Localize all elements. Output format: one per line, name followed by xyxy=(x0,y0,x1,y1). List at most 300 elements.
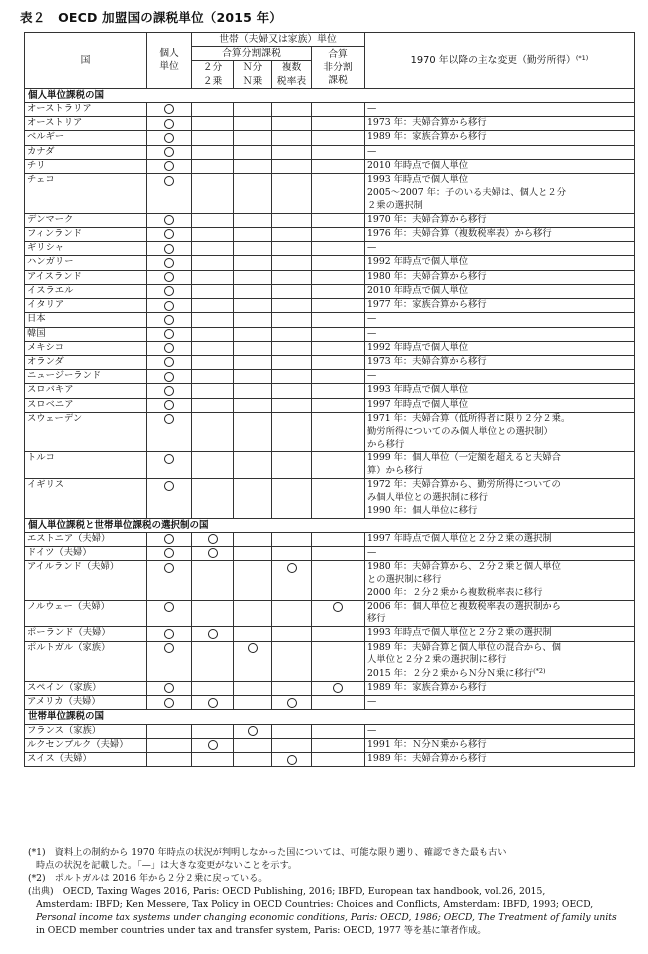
note-2: (*2) ポルトガルは 2016 年から２分２乗に戻っている。 xyxy=(28,873,268,885)
change-cell xyxy=(365,117,635,131)
table-body xyxy=(25,88,635,766)
table-row xyxy=(25,753,635,767)
change-cell xyxy=(365,479,635,518)
circle-mark-icon xyxy=(208,629,218,639)
mark-n-split-cell xyxy=(234,681,272,695)
change-line: 算）から移行 xyxy=(367,465,423,477)
mark-two-split-cell xyxy=(192,753,234,767)
change-line: 1973 年：夫婦合算から移行 xyxy=(367,355,487,367)
mark-multi-rate-cell xyxy=(272,327,312,341)
change-line: 1989 年：夫婦合算と個人単位の混合から、個 xyxy=(367,641,561,653)
mark-n-split-cell xyxy=(234,256,272,270)
mark-non-split-cell xyxy=(312,479,365,518)
mark-multi-rate-cell xyxy=(272,724,312,738)
change-line: 1980 年：夫婦合算から、２分２乗と個人単位 xyxy=(367,561,561,573)
header-individual-line2: 単位 xyxy=(159,61,179,73)
change-line: 1991 年：Ｎ分Ｎ乗から移行 xyxy=(367,738,487,750)
circle-mark-icon xyxy=(208,740,218,750)
country-name: エストニア（夫婦） xyxy=(25,532,147,546)
change-line: 移行 xyxy=(367,613,386,625)
header-non-split-line2: 非分割 xyxy=(323,61,353,73)
section-header xyxy=(25,518,635,532)
mark-n-split-cell xyxy=(234,102,272,116)
country-name: チェコ xyxy=(25,174,147,213)
mark-non-split-cell xyxy=(312,452,365,479)
mark-individual-cell xyxy=(147,213,192,227)
header-multi-rate-line2: 税率表 xyxy=(276,75,307,87)
table-row xyxy=(25,452,635,479)
country-name: カナダ xyxy=(25,145,147,159)
mark-multi-rate-cell xyxy=(272,213,312,227)
header-n-split xyxy=(234,61,272,88)
change-line: 1980 年：夫婦合算から移行 xyxy=(367,270,487,282)
change-cell xyxy=(365,452,635,479)
mark-n-split-cell xyxy=(234,738,272,752)
mark-non-split-cell xyxy=(312,213,365,227)
circle-mark-icon xyxy=(164,548,174,558)
mark-non-split-cell xyxy=(312,242,365,256)
mark-two-split-cell xyxy=(192,145,234,159)
header-n-split-line1: Ｎ分 xyxy=(242,62,263,74)
mark-multi-rate-cell xyxy=(272,384,312,398)
change-cell xyxy=(365,561,635,600)
circle-mark-icon xyxy=(164,315,174,325)
circle-mark-icon xyxy=(208,534,218,544)
change-line: 1973 年：夫婦合算から移行 xyxy=(367,117,487,129)
mark-two-split-cell xyxy=(192,479,234,518)
mark-individual-cell xyxy=(147,131,192,145)
country-name: スロバキア xyxy=(25,384,147,398)
circle-mark-icon xyxy=(333,602,343,612)
circle-mark-icon xyxy=(164,119,174,129)
country-name: ポーランド（夫婦） xyxy=(25,627,147,641)
table-row xyxy=(25,561,635,600)
mark-n-split-cell xyxy=(234,213,272,227)
country-name: フランス（家族） xyxy=(25,724,147,738)
mark-non-split-cell xyxy=(312,627,365,641)
change-cell xyxy=(365,738,635,752)
change-cell xyxy=(365,256,635,270)
mark-multi-rate-cell xyxy=(272,174,312,213)
mark-individual-cell xyxy=(147,174,192,213)
mark-individual-cell xyxy=(147,627,192,641)
header-changes xyxy=(365,33,635,89)
change-cell xyxy=(365,341,635,355)
note-source-cont-2: Personal income tax systems under changing economic conditions, Paris: OECD, 1986; OECD, The Treatment of family units xyxy=(36,912,617,924)
mark-n-split-cell xyxy=(234,327,272,341)
change-line: ２乗の選択制 xyxy=(367,199,423,211)
change-line: 1977 年：家族合算から移行 xyxy=(367,299,487,311)
mark-n-split-cell xyxy=(234,724,272,738)
mark-n-split-cell xyxy=(234,341,272,355)
mark-n-split-cell xyxy=(234,696,272,710)
header-individual xyxy=(147,33,192,89)
change-line: から移行 xyxy=(367,438,405,450)
change-cell xyxy=(365,159,635,173)
circle-mark-icon xyxy=(164,414,174,424)
mark-multi-rate-cell xyxy=(272,313,312,327)
circle-mark-icon xyxy=(248,643,258,653)
change-cell xyxy=(365,370,635,384)
mark-individual-cell xyxy=(147,600,192,627)
change-cell xyxy=(365,227,635,241)
change-cell xyxy=(365,398,635,412)
header-country: 国 xyxy=(25,33,147,89)
mark-two-split-cell xyxy=(192,681,234,695)
mark-individual-cell xyxy=(147,681,192,695)
mark-n-split-cell xyxy=(234,131,272,145)
mark-n-split-cell xyxy=(234,452,272,479)
change-cell xyxy=(365,313,635,327)
change-line: — xyxy=(367,696,377,708)
header-n-split-line2: Ｎ乗 xyxy=(242,75,263,87)
mark-non-split-cell xyxy=(312,532,365,546)
mark-non-split-cell xyxy=(312,600,365,627)
change-line: 2010 年時点で個人単位 xyxy=(367,159,468,171)
mark-non-split-cell xyxy=(312,370,365,384)
country-name: ノルウェー（夫婦） xyxy=(25,600,147,627)
circle-mark-icon xyxy=(248,726,258,736)
mark-n-split-cell xyxy=(234,117,272,131)
mark-n-split-cell xyxy=(234,753,272,767)
mark-non-split-cell xyxy=(312,696,365,710)
header-two-split xyxy=(192,61,234,88)
mark-n-split-cell xyxy=(234,412,272,451)
section-label: 個人単位課税と世帯単位課税の選択制の国 xyxy=(25,518,635,532)
mark-two-split-cell xyxy=(192,370,234,384)
mark-individual-cell xyxy=(147,117,192,131)
mark-two-split-cell xyxy=(192,327,234,341)
note-1-cont: 時点の状況を記載した。「—」は大きな変更がないことを示す。 xyxy=(36,860,298,872)
mark-non-split-cell xyxy=(312,753,365,767)
table-row xyxy=(25,341,635,355)
change-line: 1989 年：家族合算から移行 xyxy=(367,131,487,143)
change-line: 1997 年時点で個人単位 xyxy=(367,398,468,410)
mark-multi-rate-cell xyxy=(272,102,312,116)
table-row xyxy=(25,131,635,145)
mark-two-split-cell xyxy=(192,242,234,256)
change-line: 2006 年：個人単位と複数税率表の選択制から xyxy=(367,600,561,612)
mark-n-split-cell xyxy=(234,242,272,256)
table-row xyxy=(25,327,635,341)
mark-individual-cell xyxy=(147,256,192,270)
country-name: イスラエル xyxy=(25,284,147,298)
mark-n-split-cell xyxy=(234,546,272,560)
section-label: 個人単位課税の国 xyxy=(25,88,635,102)
header-individual-line1: 個人 xyxy=(159,48,179,60)
mark-two-split-cell xyxy=(192,398,234,412)
mark-individual-cell xyxy=(147,270,192,284)
change-cell xyxy=(365,299,635,313)
change-cell xyxy=(365,145,635,159)
mark-multi-rate-cell xyxy=(272,284,312,298)
mark-individual-cell xyxy=(147,398,192,412)
mark-n-split-cell xyxy=(234,355,272,369)
mark-individual-cell xyxy=(147,327,192,341)
mark-two-split-cell xyxy=(192,299,234,313)
table-row xyxy=(25,384,635,398)
mark-n-split-cell xyxy=(234,159,272,173)
country-name: チリ xyxy=(25,159,147,173)
mark-multi-rate-cell xyxy=(272,479,312,518)
change-line: — xyxy=(367,145,377,157)
change-line: 1992 年時点で個人単位 xyxy=(367,341,468,353)
section-header xyxy=(25,710,635,724)
mark-n-split-cell xyxy=(234,270,272,284)
footnotes xyxy=(28,846,638,937)
table-row xyxy=(25,227,635,241)
table-row xyxy=(25,102,635,116)
change-line: — xyxy=(367,370,377,382)
table-row xyxy=(25,738,635,752)
change-line: 1976 年：夫婦合算（複数税率表）から移行 xyxy=(367,227,552,239)
circle-mark-icon xyxy=(287,755,297,765)
mark-individual-cell xyxy=(147,738,192,752)
table-row xyxy=(25,681,635,695)
mark-non-split-cell xyxy=(312,327,365,341)
table-row xyxy=(25,412,635,451)
mark-multi-rate-cell xyxy=(272,242,312,256)
change-line: — xyxy=(367,313,377,325)
mark-individual-cell xyxy=(147,227,192,241)
mark-multi-rate-cell xyxy=(272,546,312,560)
table-row xyxy=(25,313,635,327)
circle-mark-icon xyxy=(164,272,174,282)
mark-multi-rate-cell xyxy=(272,681,312,695)
mark-individual-cell xyxy=(147,696,192,710)
mark-non-split-cell xyxy=(312,270,365,284)
mark-multi-rate-cell xyxy=(272,452,312,479)
header-non-split-line3: 課税 xyxy=(328,75,348,87)
change-cell xyxy=(365,412,635,451)
mark-non-split-cell xyxy=(312,227,365,241)
mark-n-split-cell xyxy=(234,313,272,327)
circle-mark-icon xyxy=(333,683,343,693)
mark-multi-rate-cell xyxy=(272,398,312,412)
circle-mark-icon xyxy=(164,372,174,382)
change-line: 2010 年時点で個人単位 xyxy=(367,284,468,296)
change-line: 1990 年：個人単位に移行 xyxy=(367,504,478,516)
country-name: ニュージーランド xyxy=(25,370,147,384)
mark-two-split-cell xyxy=(192,102,234,116)
mark-multi-rate-cell xyxy=(272,159,312,173)
change-line: 1997 年時点で個人単位と２分２乗の選択制 xyxy=(367,532,552,544)
change-line: み個人単位との選択制に移行 xyxy=(367,491,488,503)
note-source-cont-1: Amsterdam: IBFD; Ken Messere, Tax Policy in OECD Countries: Choices and Conflicts, Amsterdam: IBFD, 1993; OECD, xyxy=(36,899,594,911)
mark-non-split-cell xyxy=(312,341,365,355)
mark-n-split-cell xyxy=(234,600,272,627)
table-row xyxy=(25,159,635,173)
table-row xyxy=(25,724,635,738)
table-row xyxy=(25,256,635,270)
mark-two-split-cell xyxy=(192,117,234,131)
mark-non-split-cell xyxy=(312,159,365,173)
table-row xyxy=(25,270,635,284)
mark-two-split-cell xyxy=(192,256,234,270)
table-row xyxy=(25,546,635,560)
mark-non-split-cell xyxy=(312,117,365,131)
header-changes-note: (*1) xyxy=(575,53,589,62)
mark-two-split-cell xyxy=(192,355,234,369)
mark-multi-rate-cell xyxy=(272,227,312,241)
country-name: イギリス xyxy=(25,479,147,518)
section-header xyxy=(25,88,635,102)
circle-mark-icon xyxy=(164,147,174,157)
mark-n-split-cell xyxy=(234,532,272,546)
mark-two-split-cell xyxy=(192,270,234,284)
note-source-cont-3: in OECD member countries under tax and transfer system, Paris: OECD, 1977 等を基に筆者作成。 xyxy=(36,925,487,937)
circle-mark-icon xyxy=(164,357,174,367)
circle-mark-icon xyxy=(164,629,174,639)
change-line: 1993 年時点で個人単位と２分２乗の選択制 xyxy=(367,627,552,639)
mark-individual-cell xyxy=(147,355,192,369)
change-line: — xyxy=(367,242,377,254)
mark-non-split-cell xyxy=(312,102,365,116)
mark-individual-cell xyxy=(147,299,192,313)
change-cell xyxy=(365,753,635,767)
mark-non-split-cell xyxy=(312,384,365,398)
header-multi-rate-line1: 複数 xyxy=(281,62,302,74)
table-row xyxy=(25,242,635,256)
mark-two-split-cell xyxy=(192,641,234,681)
mark-non-split-cell xyxy=(312,174,365,213)
table-row xyxy=(25,355,635,369)
mark-individual-cell xyxy=(147,753,192,767)
mark-two-split-cell xyxy=(192,561,234,600)
note-source: (出典) OECD, Taxing Wages 2016, Paris: OECD Publishing, 2016; IBFD, European tax handbook, vol.26, 2015, xyxy=(28,886,546,898)
mark-n-split-cell xyxy=(234,641,272,681)
mark-non-split-cell xyxy=(312,313,365,327)
country-name: スウェーデン xyxy=(25,412,147,451)
country-name: アメリカ（夫婦） xyxy=(25,696,147,710)
mark-non-split-cell xyxy=(312,256,365,270)
table-row xyxy=(25,284,635,298)
mark-n-split-cell xyxy=(234,627,272,641)
country-name: スイス（夫婦） xyxy=(25,753,147,767)
mark-non-split-cell xyxy=(312,145,365,159)
mark-multi-rate-cell xyxy=(272,412,312,451)
mark-individual-cell xyxy=(147,284,192,298)
mark-multi-rate-cell xyxy=(272,117,312,131)
circle-mark-icon xyxy=(208,548,218,558)
circle-mark-icon xyxy=(164,329,174,339)
header-multi-rate xyxy=(272,61,312,88)
mark-non-split-cell xyxy=(312,398,365,412)
change-cell xyxy=(365,681,635,695)
change-cell xyxy=(365,242,635,256)
table-row xyxy=(25,174,635,213)
mark-n-split-cell xyxy=(234,227,272,241)
header-non-split xyxy=(312,47,365,89)
mark-two-split-cell xyxy=(192,174,234,213)
mark-non-split-cell xyxy=(312,284,365,298)
header-split: 合算分割課税 xyxy=(192,47,312,61)
header-changes-label: 1970 年以降の主な変更（勤労所得） xyxy=(410,54,576,66)
change-line: 1992 年時点で個人単位 xyxy=(367,256,468,268)
mark-multi-rate-cell xyxy=(272,600,312,627)
mark-individual-cell xyxy=(147,384,192,398)
circle-mark-icon xyxy=(164,386,174,396)
change-line: — xyxy=(367,327,377,339)
mark-individual-cell xyxy=(147,641,192,681)
change-cell xyxy=(365,532,635,546)
mark-two-split-cell xyxy=(192,452,234,479)
mark-n-split-cell xyxy=(234,479,272,518)
mark-individual-cell xyxy=(147,370,192,384)
country-name: メキシコ xyxy=(25,341,147,355)
change-line: 1989 年：夫婦合算から移行 xyxy=(367,753,487,765)
mark-non-split-cell xyxy=(312,724,365,738)
mark-individual-cell xyxy=(147,561,192,600)
change-cell xyxy=(365,131,635,145)
change-cell xyxy=(365,327,635,341)
note-2-marker: (*2) xyxy=(533,667,546,676)
table-row xyxy=(25,117,635,131)
mark-n-split-cell xyxy=(234,384,272,398)
country-name: スペイン（家族） xyxy=(25,681,147,695)
table-row xyxy=(25,213,635,227)
circle-mark-icon xyxy=(164,104,174,114)
country-name: 韓国 xyxy=(25,327,147,341)
change-line: 勤労所得についてのみ個人単位との選択制） xyxy=(367,425,553,437)
change-line: 1993 年時点で個人単位 xyxy=(367,384,468,396)
country-name: オーストリア xyxy=(25,117,147,131)
mark-two-split-cell xyxy=(192,738,234,752)
country-name: ベルギー xyxy=(25,131,147,145)
circle-mark-icon xyxy=(164,698,174,708)
mark-non-split-cell xyxy=(312,299,365,313)
country-name: 日本 xyxy=(25,313,147,327)
header-two-split-line2: ２乗 xyxy=(202,75,223,87)
mark-individual-cell xyxy=(147,159,192,173)
mark-two-split-cell xyxy=(192,412,234,451)
change-line: 1999 年：個人単位（一定額を超えると夫婦合 xyxy=(367,452,561,464)
change-cell xyxy=(365,270,635,284)
mark-n-split-cell xyxy=(234,370,272,384)
mark-multi-rate-cell xyxy=(272,738,312,752)
circle-mark-icon xyxy=(164,301,174,311)
change-line: 1993 年時点で個人単位 xyxy=(367,174,468,186)
mark-two-split-cell xyxy=(192,131,234,145)
circle-mark-icon xyxy=(164,534,174,544)
mark-individual-cell xyxy=(147,145,192,159)
mark-n-split-cell xyxy=(234,284,272,298)
change-cell xyxy=(365,696,635,710)
table-row xyxy=(25,641,635,681)
mark-n-split-cell xyxy=(234,299,272,313)
mark-multi-rate-cell xyxy=(272,753,312,767)
table-row xyxy=(25,479,635,518)
mark-n-split-cell xyxy=(234,145,272,159)
country-name: スロベニア xyxy=(25,398,147,412)
mark-two-split-cell xyxy=(192,384,234,398)
change-line: 2005～2007 年：子のいる夫婦は、個人と２分 xyxy=(367,186,567,198)
circle-mark-icon xyxy=(164,563,174,573)
mark-two-split-cell xyxy=(192,213,234,227)
mark-multi-rate-cell xyxy=(272,270,312,284)
circle-mark-icon xyxy=(164,215,174,225)
tax-unit-table xyxy=(24,32,635,767)
mark-individual-cell xyxy=(147,452,192,479)
mark-two-split-cell xyxy=(192,284,234,298)
header-household: 世帯（夫婦又は家族）単位 xyxy=(192,33,365,47)
change-cell xyxy=(365,627,635,641)
table-row xyxy=(25,299,635,313)
country-name: ルクセンブルク（夫婦） xyxy=(25,738,147,752)
country-name: アイルランド（夫婦） xyxy=(25,561,147,600)
country-name: デンマーク xyxy=(25,213,147,227)
change-line: との選択制に移行 xyxy=(367,573,442,585)
